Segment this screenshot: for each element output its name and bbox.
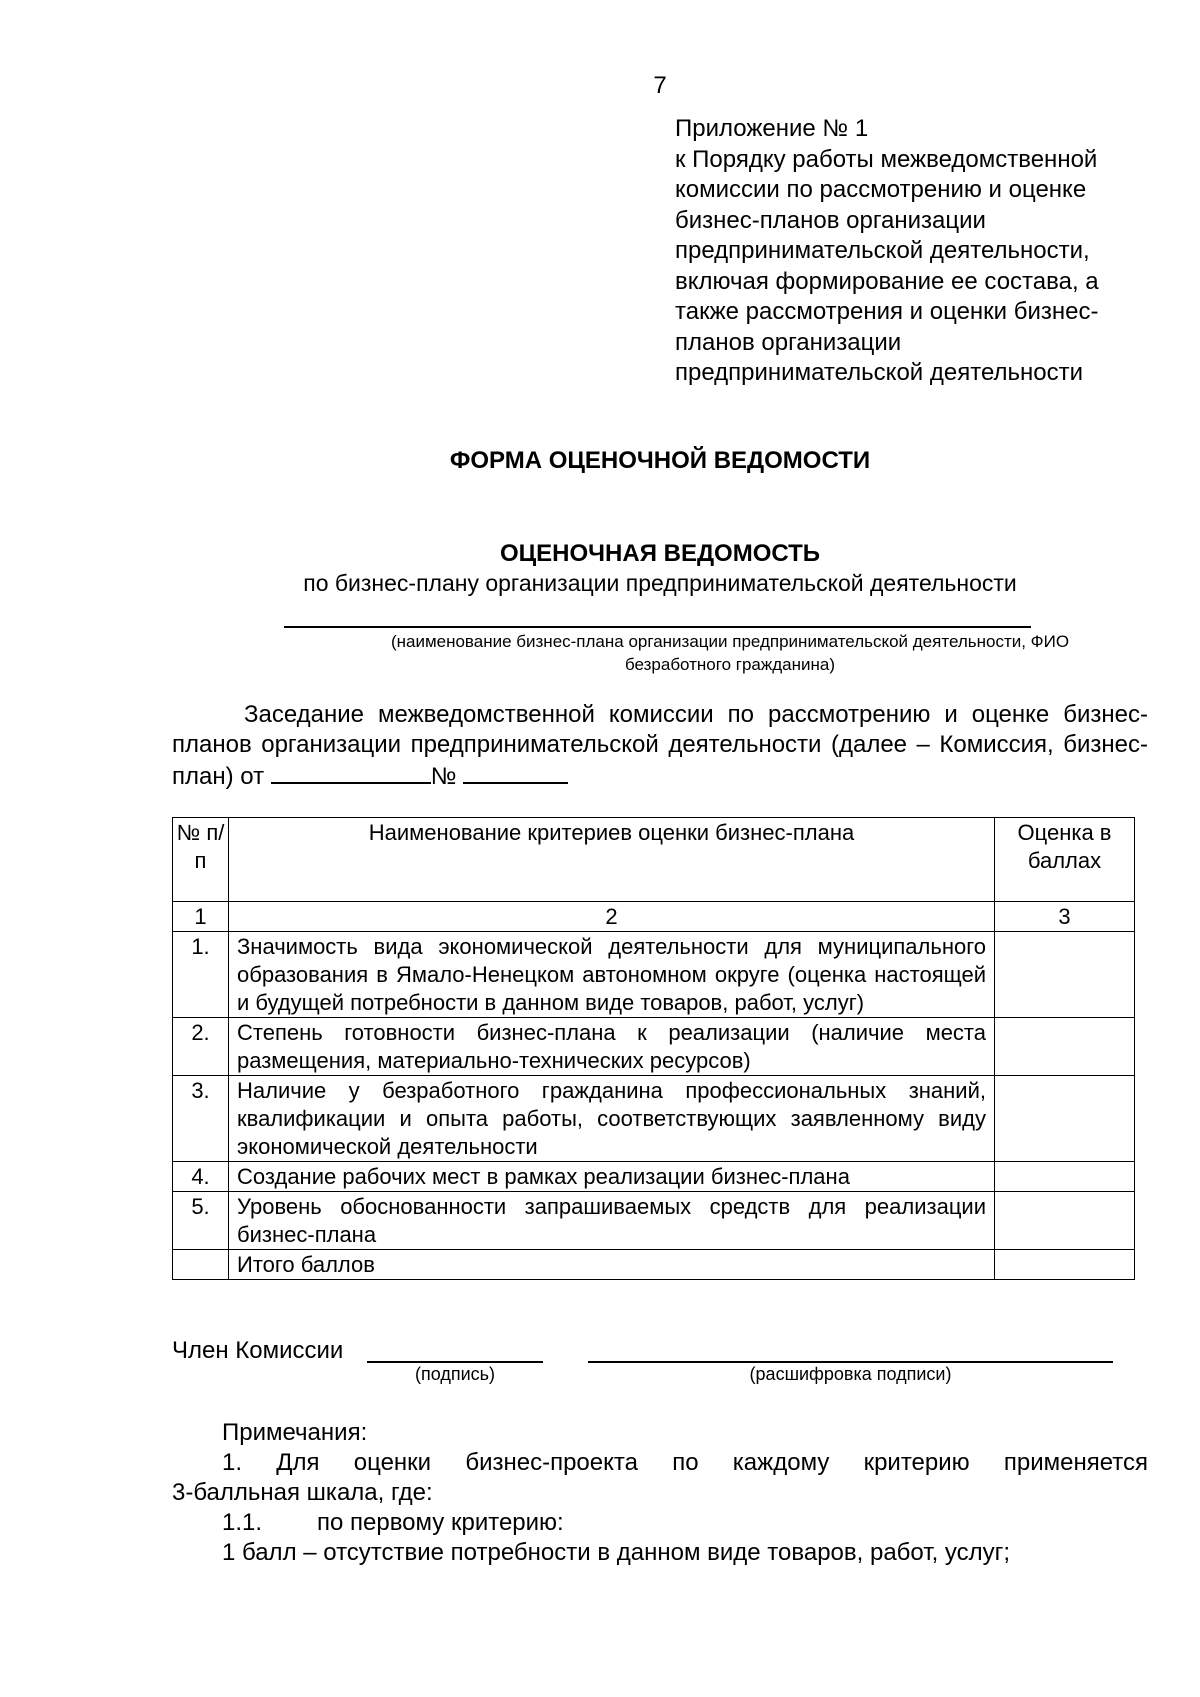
business-plan-name-line[interactable] [284,626,1031,628]
table-row [173,1192,1135,1250]
appendix-line: Приложение № 1 [675,115,869,142]
table-header-row [173,818,1135,902]
criterion-text: Степень готовности бизнес-плана к реализации (наличие места размещения, материально-технических ресурсов) [229,1018,995,1076]
criterion-text: Значимость вида экономической деятельности для муниципального образования в Ямало-Ненецком автономном округе (оценка настоящей и будущей потребности в данном виде товаров, работ, услуг) [229,932,995,1018]
caption-line: безработного гражданина) [624,655,836,674]
score-cell[interactable] [995,1018,1135,1076]
note-item-1 [172,1448,1148,1478]
row-number: 3. [173,1076,229,1162]
table-row [173,1162,1135,1192]
signature-decode-line[interactable] [588,1361,1113,1363]
subitem-text: по первому критерию: [317,1509,564,1536]
page-number: 7 [653,72,667,99]
criterion-text: Создание рабочих мест в рамках реализации бизнес-плана [229,1162,995,1192]
appendix-line: включая формирование ее состава, а [675,267,1099,295]
notes-block [172,1418,1148,1568]
table-row [173,1018,1135,1076]
note-subitem [172,1508,1148,1538]
row-number: 1. [173,932,229,1018]
column-number: 2 [229,902,995,932]
score-cell[interactable] [995,932,1135,1018]
meeting-date-blank[interactable] [271,760,431,784]
appendix-line: планов организации [675,328,902,356]
criteria-table [172,817,1135,1280]
total-num-cell [173,1250,229,1280]
score-cell[interactable] [995,1162,1135,1192]
table-row [173,1076,1135,1162]
total-row [173,1250,1135,1280]
document-title: ОЦЕНОЧНАЯ ВЕДОМОСТЬ [499,540,821,567]
member-label: Член Комиссии [172,1337,344,1364]
header-num: № п/п [173,818,229,902]
appendix-line: комиссии по рассмотрению и оценке [675,176,1087,203]
note-point-line: 1 балл – отсутствие потребности в данном виде товаров, работ, услуг; [222,1539,1011,1566]
column-number-row [173,902,1135,932]
number-label: № [430,763,457,790]
column-number: 3 [995,902,1135,932]
header-score: Оценка в баллах [995,818,1135,902]
subitem-number: 1.1. [222,1509,263,1536]
row-number: 4. [173,1162,229,1192]
row-number: 2. [173,1018,229,1076]
appendix-line: предпринимательской деятельности [675,359,1083,386]
meeting-number-blank[interactable] [463,760,568,784]
note-item-number: 1. [222,1449,243,1476]
score-cell[interactable] [995,1192,1135,1250]
from-label: от [240,763,265,790]
form-title: ФОРМА ОЦЕНОЧНОЙ ВЕДОМОСТИ [449,447,871,474]
note-item-text-start: Для оценки бизнес-проекта по каждому критерию применяется [276,1449,1149,1476]
table-row [173,932,1135,1018]
signature-decode-caption: (расшифровка подписи) [749,1364,952,1384]
meeting-intro [172,700,1148,792]
signature-line[interactable] [367,1361,543,1363]
appendix-line: бизнес-планов организации [675,206,986,234]
appendix-block [675,114,1175,389]
signature-caption: (подпись) [414,1364,496,1384]
total-label: Итого баллов [229,1250,995,1280]
appendix-line: к Порядку работы межведомственной [675,145,1098,173]
appendix-line: предпринимательской деятельности, [675,237,1090,264]
column-number: 1 [173,902,229,932]
business-plan-name-caption [280,630,1180,676]
document-subtitle: по бизнес-плану организации предпринимательской деятельности [303,570,1017,596]
total-score-cell[interactable] [995,1250,1135,1280]
criterion-text: Наличие у безработного гражданина профессиональных знаний, квалификации и опыта работы, соответствующих заявленному виду экономической деятельности [229,1076,995,1162]
note-item-1-continuation: 3-балльная шкала, где: [172,1479,433,1506]
criterion-text: Уровень обоснованности запрашиваемых средств для реализации бизнес-плана [229,1192,995,1250]
caption-line: (наименование бизнес-плана организации предпринимательской деятельности, ФИО [390,632,1070,651]
header-criteria: Наименование критериев оценки бизнес-плана [229,818,995,902]
score-cell[interactable] [995,1076,1135,1162]
notes-heading: Примечания: [222,1419,368,1446]
row-number: 5. [173,1192,229,1250]
appendix-line: также рассмотрения и оценки бизнес- [675,298,1099,325]
intro-text: Заседание межведомственной комиссии по рассмотрению и оценке бизнес-планов организации предпринимательской деятельности (далее – Комиссия, бизнес-план) [172,701,1148,790]
